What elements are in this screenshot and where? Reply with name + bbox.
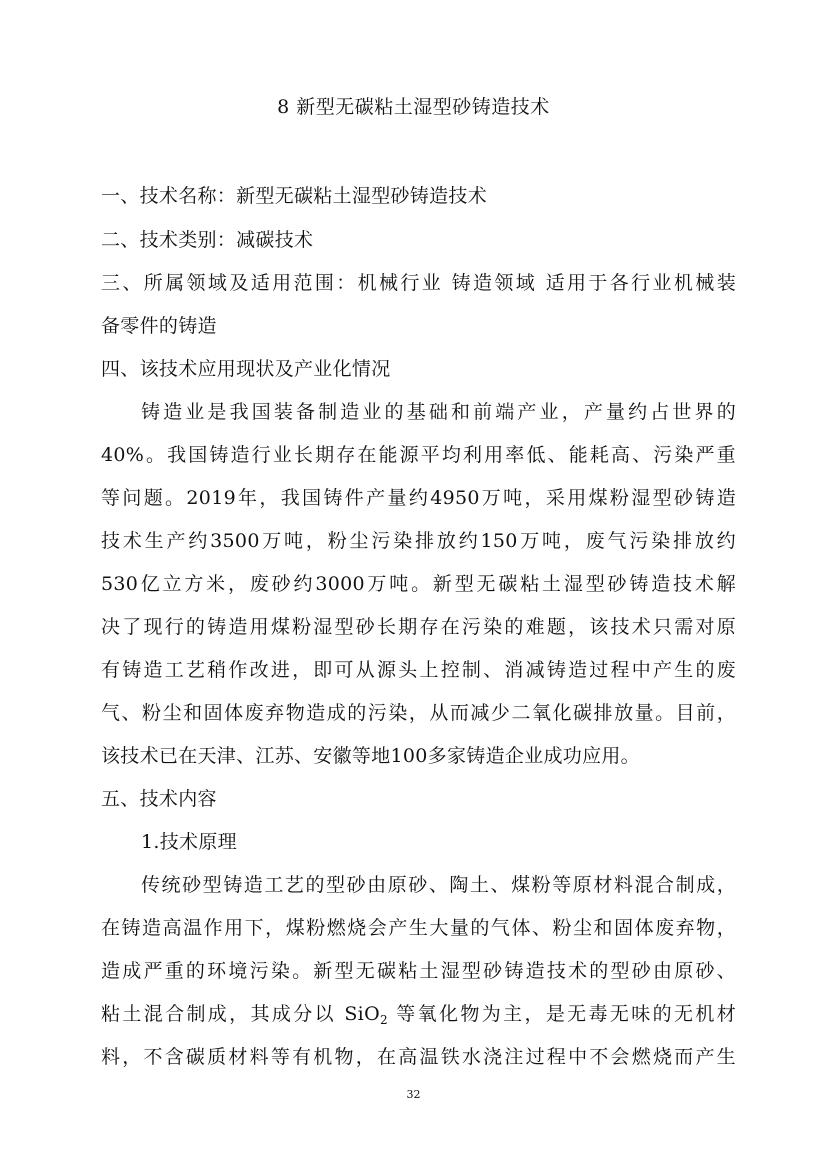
paragraph-line: 该技术已在天津、江苏、安徽等地100多家铸造企业成功应用。	[101, 745, 640, 767]
formula-text-after: 等氧化物为主，是无毒无味的无机材	[387, 1003, 737, 1025]
document-title: 8 新型无碳粘土湿型砂铸造技术	[277, 96, 550, 118]
paragraph-line-with-formula	[101, 999, 736, 1029]
paragraph-line: 有铸造工艺稍作改进，即可从源头上控制、消减铸造过程中产生的废	[101, 659, 736, 681]
paragraph-line: 等问题。2019年，我国铸件产量约4950万吨，采用煤粉湿型砂铸造	[101, 487, 736, 509]
paragraph-line: 40%。我国铸造行业长期存在能源平均利用率低、能耗高、污染严重	[101, 444, 736, 466]
paragraph-line: 传统砂型铸造工艺的型砂由原砂、陶土、煤粉等原材料混合制成，	[141, 874, 736, 896]
section-heading-field-scope: 三、所属领域及适用范围：机械行业 铸造领域 适用于各行业机械装	[101, 272, 736, 294]
paragraph-line: 技术生产约3500万吨，粉尘污染排放约150万吨，废气污染排放约	[101, 530, 736, 552]
paragraph-line: 造成严重的环境污染。新型无碳粘土湿型砂铸造技术的型砂由原砂、	[101, 960, 736, 982]
formula-text-before: 粘土混合制成，其成分以 SiO	[101, 1003, 380, 1025]
subheading-technology-principle: 1.技术原理	[141, 831, 237, 853]
formula-subscript: 2	[379, 1013, 388, 1027]
paragraph-line: 530亿立方米，废砂约3000万吨。新型无碳粘土湿型砂铸造技术解	[101, 573, 736, 595]
paragraph-line: 铸造业是我国装备制造业的基础和前端产业，产量约占世界的	[141, 401, 736, 423]
paragraph-line: 决了现行的铸造用煤粉湿型砂长期存在污染的难题，该技术只需对原	[101, 616, 736, 638]
section-heading-technology-content: 五、技术内容	[101, 788, 217, 810]
section-heading-technology-category: 二、技术类别：减碳技术	[101, 229, 314, 251]
paragraph-line: 气、粉尘和固体废弃物造成的污染，从而减少二氧化碳排放量。目前，	[101, 702, 736, 724]
section-heading-field-scope-continued: 备零件的铸造	[101, 315, 217, 337]
page-number: 32	[406, 1088, 421, 1101]
section-heading-application-status: 四、该技术应用现状及产业化情况	[101, 358, 391, 380]
paragraph-line: 在铸造高温作用下，煤粉燃烧会产生大量的气体、粉尘和固体废弃物，	[101, 917, 736, 939]
section-heading-technology-name: 一、技术名称：新型无碳粘土湿型砂铸造技术	[101, 185, 488, 207]
paragraph-line: 料，不含碳质材料等有机物，在高温铁水浇注过程中不会燃烧而产生	[101, 1046, 736, 1068]
